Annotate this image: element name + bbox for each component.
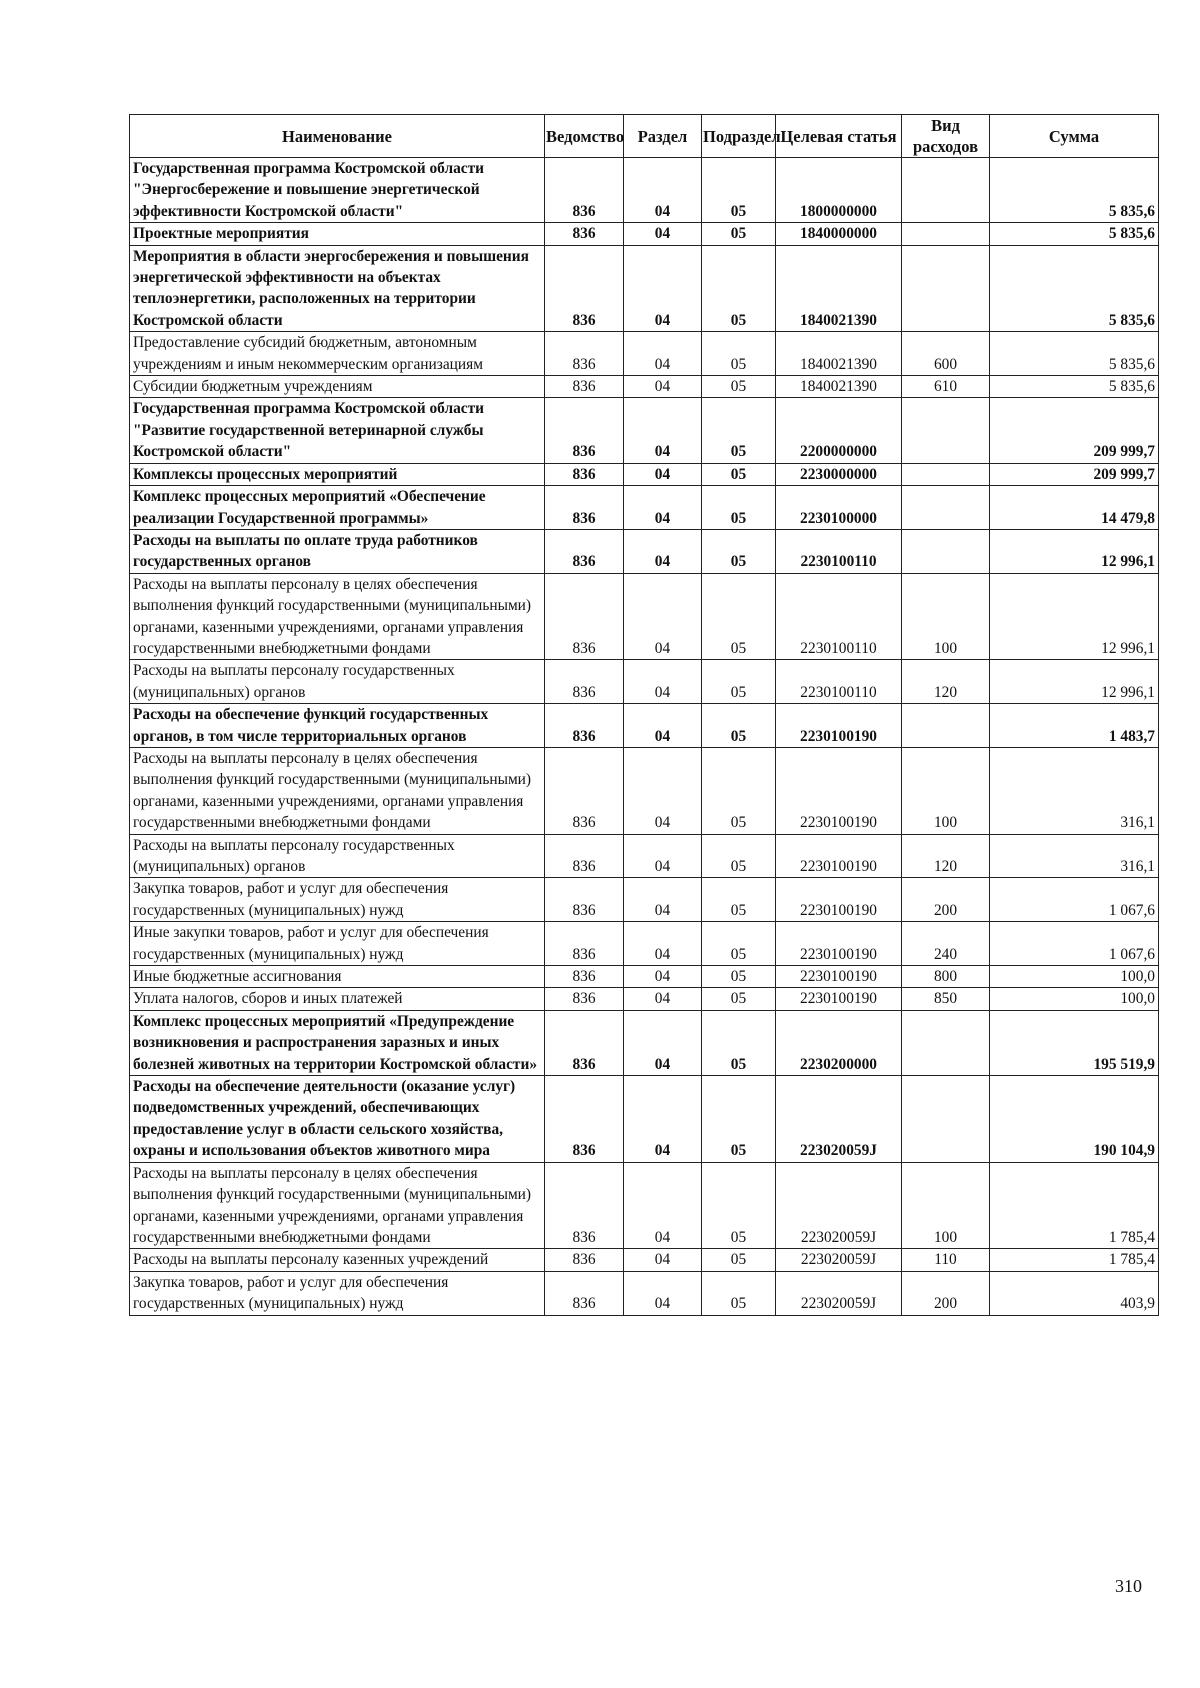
cell-expense-type: 120	[902, 660, 990, 704]
cell-section: 04	[624, 529, 702, 573]
cell-amount: 190 104,9	[990, 1076, 1159, 1163]
table-header-row	[130, 115, 1159, 158]
cell-subsection: 05	[702, 966, 776, 988]
cell-expense-type: 100	[902, 1162, 990, 1249]
cell-expense-type: 800	[902, 966, 990, 988]
cell-expense-type: 100	[902, 573, 990, 660]
cell-amount: 100,0	[990, 988, 1159, 1010]
cell-dept: 836	[545, 463, 624, 485]
table-body	[130, 158, 1159, 1316]
cell-dept: 836	[545, 376, 624, 398]
cell-amount: 5 835,6	[990, 223, 1159, 245]
cell-dept: 836	[545, 966, 624, 988]
cell-section: 04	[624, 245, 702, 332]
table-row	[130, 332, 1159, 376]
cell-target: 1800000000	[776, 158, 902, 223]
cell-expense-type: 200	[902, 1271, 990, 1315]
table-row	[130, 988, 1159, 1010]
cell-name: Расходы на выплаты персоналу государственных (муниципальных) органов	[130, 660, 545, 704]
cell-section: 04	[624, 332, 702, 376]
cell-expense-type	[902, 223, 990, 245]
cell-expense-type: 200	[902, 878, 990, 922]
cell-dept: 836	[545, 529, 624, 573]
cell-dept: 836	[545, 398, 624, 463]
table-row	[130, 1162, 1159, 1249]
cell-target: 2200000000	[776, 398, 902, 463]
cell-subsection: 05	[702, 463, 776, 485]
column-header-section: Раздел	[624, 115, 702, 158]
table-row	[130, 398, 1159, 463]
cell-amount: 1 067,6	[990, 878, 1159, 922]
cell-name: Мероприятия в области энергосбережения и повышения энергетической эффективности на объектах теплоэнергетики, расположенных на территории Костромской области	[130, 245, 545, 332]
cell-expense-type	[902, 245, 990, 332]
cell-section: 04	[624, 878, 702, 922]
cell-name: Государственная программа Костромской области "Энергосбережение и повышение энергетической эффективности Костромской области"	[130, 158, 545, 223]
cell-dept: 836	[545, 1162, 624, 1249]
cell-name: Расходы на обеспечение деятельности (оказание услуг) подведомственных учреждений, обеспечивающих предоставление услуг в области сельского хозяйства, охраны и использования объектов животного мира	[130, 1076, 545, 1163]
cell-amount: 1 483,7	[990, 704, 1159, 748]
table-row	[130, 1010, 1159, 1075]
cell-expense-type: 850	[902, 988, 990, 1010]
cell-dept: 836	[545, 1249, 624, 1271]
cell-name: Расходы на выплаты персоналу в целях обеспечения выполнения функций государственными (муниципальными) органами, казенными учреждениями, органами управления государственными внебюджетными фондами	[130, 747, 545, 834]
column-header-amount: Сумма	[990, 115, 1159, 158]
cell-subsection: 05	[702, 922, 776, 966]
table-row	[130, 922, 1159, 966]
cell-target: 2230100190	[776, 878, 902, 922]
cell-amount: 12 996,1	[990, 660, 1159, 704]
cell-section: 04	[624, 966, 702, 988]
cell-target: 2230100190	[776, 966, 902, 988]
cell-section: 04	[624, 1271, 702, 1315]
cell-name: Проектные мероприятия	[130, 223, 545, 245]
cell-section: 04	[624, 704, 702, 748]
cell-name: Субсидии бюджетным учреждениям	[130, 376, 545, 398]
cell-subsection: 05	[702, 834, 776, 878]
cell-dept: 836	[545, 922, 624, 966]
cell-amount: 1 785,4	[990, 1249, 1159, 1271]
cell-target: 2230100110	[776, 660, 902, 704]
cell-expense-type	[902, 1076, 990, 1163]
cell-subsection: 05	[702, 223, 776, 245]
cell-subsection: 05	[702, 1010, 776, 1075]
cell-dept: 836	[545, 988, 624, 1010]
cell-section: 04	[624, 158, 702, 223]
cell-subsection: 05	[702, 398, 776, 463]
cell-name: Комплекс процессных мероприятий «Обеспечение реализации Государственной программы»	[130, 486, 545, 530]
cell-amount: 5 835,6	[990, 245, 1159, 332]
cell-target: 223020059J	[776, 1249, 902, 1271]
table-row	[130, 1271, 1159, 1315]
cell-amount: 14 479,8	[990, 486, 1159, 530]
cell-expense-type	[902, 463, 990, 485]
cell-amount: 12 996,1	[990, 573, 1159, 660]
column-header-dept: Ведомство	[545, 115, 624, 158]
cell-name: Закупка товаров, работ и услуг для обеспечения государственных (муниципальных) нужд	[130, 1271, 545, 1315]
cell-section: 04	[624, 376, 702, 398]
cell-expense-type: 110	[902, 1249, 990, 1271]
cell-amount: 12 996,1	[990, 529, 1159, 573]
cell-name: Комплекс процессных мероприятий «Предупреждение возникновения и распространения заразных и иных болезней животных на территории Костромской области»	[130, 1010, 545, 1075]
cell-expense-type: 600	[902, 332, 990, 376]
table-row	[130, 158, 1159, 223]
cell-subsection: 05	[702, 988, 776, 1010]
cell-expense-type	[902, 398, 990, 463]
table-row	[130, 529, 1159, 573]
cell-section: 04	[624, 922, 702, 966]
cell-dept: 836	[545, 332, 624, 376]
cell-subsection: 05	[702, 158, 776, 223]
cell-name: Государственная программа Костромской области "Развитие государственной ветеринарной службы Костромской области"	[130, 398, 545, 463]
table-row	[130, 660, 1159, 704]
cell-target: 2230000000	[776, 463, 902, 485]
cell-name: Расходы на выплаты персоналу казенных учреждений	[130, 1249, 545, 1271]
cell-section: 04	[624, 463, 702, 485]
cell-section: 04	[624, 1010, 702, 1075]
cell-subsection: 05	[702, 878, 776, 922]
cell-dept: 836	[545, 834, 624, 878]
cell-dept: 836	[545, 245, 624, 332]
cell-section: 04	[624, 1249, 702, 1271]
table-row	[130, 878, 1159, 922]
table-row	[130, 1249, 1159, 1271]
table-row	[130, 834, 1159, 878]
table-row	[130, 966, 1159, 988]
cell-target: 2230200000	[776, 1010, 902, 1075]
cell-section: 04	[624, 834, 702, 878]
cell-name: Иные закупки товаров, работ и услуг для обеспечения государственных (муниципальных) нужд	[130, 922, 545, 966]
table-row	[130, 747, 1159, 834]
cell-expense-type	[902, 529, 990, 573]
cell-subsection: 05	[702, 332, 776, 376]
cell-dept: 836	[545, 1010, 624, 1075]
cell-section: 04	[624, 398, 702, 463]
cell-target: 2230100110	[776, 573, 902, 660]
cell-name: Предоставление субсидий бюджетным, автономным учреждениям и иным некоммерческим организациям	[130, 332, 545, 376]
cell-subsection: 05	[702, 747, 776, 834]
cell-target: 1840021390	[776, 332, 902, 376]
cell-expense-type	[902, 704, 990, 748]
cell-expense-type: 100	[902, 747, 990, 834]
cell-target: 2230100190	[776, 747, 902, 834]
cell-name: Расходы на обеспечение функций государственных органов, в том числе территориальных органов	[130, 704, 545, 748]
cell-section: 04	[624, 486, 702, 530]
table-row	[130, 1076, 1159, 1163]
cell-name: Расходы на выплаты по оплате труда работников государственных органов	[130, 529, 545, 573]
column-header-expense-type: Вид расходов	[902, 115, 990, 158]
cell-section: 04	[624, 223, 702, 245]
cell-dept: 836	[545, 878, 624, 922]
cell-subsection: 05	[702, 1076, 776, 1163]
table-row	[130, 463, 1159, 485]
cell-expense-type	[902, 1010, 990, 1075]
cell-name: Расходы на выплаты персоналу в целях обеспечения выполнения функций государственными (муниципальными) органами, казенными учреждениями, органами управления государственными внебюджетными фондами	[130, 573, 545, 660]
cell-name: Иные бюджетные ассигнования	[130, 966, 545, 988]
cell-target: 223020059J	[776, 1271, 902, 1315]
cell-subsection: 05	[702, 1249, 776, 1271]
cell-subsection: 05	[702, 245, 776, 332]
cell-section: 04	[624, 573, 702, 660]
cell-dept: 836	[545, 1271, 624, 1315]
cell-amount: 316,1	[990, 834, 1159, 878]
cell-name: Закупка товаров, работ и услуг для обеспечения государственных (муниципальных) нужд	[130, 878, 545, 922]
cell-amount: 100,0	[990, 966, 1159, 988]
cell-dept: 836	[545, 573, 624, 660]
cell-dept: 836	[545, 158, 624, 223]
cell-amount: 209 999,7	[990, 463, 1159, 485]
table-row	[130, 573, 1159, 660]
cell-target: 1840000000	[776, 223, 902, 245]
cell-section: 04	[624, 1162, 702, 1249]
cell-target: 1840021390	[776, 376, 902, 398]
cell-subsection: 05	[702, 486, 776, 530]
cell-subsection: 05	[702, 704, 776, 748]
cell-dept: 836	[545, 660, 624, 704]
cell-dept: 836	[545, 747, 624, 834]
table-row	[130, 486, 1159, 530]
cell-name: Расходы на выплаты персоналу государственных (муниципальных) органов	[130, 834, 545, 878]
cell-target: 2230100110	[776, 529, 902, 573]
cell-amount: 1 067,6	[990, 922, 1159, 966]
cell-amount: 316,1	[990, 747, 1159, 834]
table-row	[130, 704, 1159, 748]
cell-expense-type: 610	[902, 376, 990, 398]
cell-expense-type	[902, 486, 990, 530]
cell-expense-type: 240	[902, 922, 990, 966]
cell-dept: 836	[545, 486, 624, 530]
cell-target: 2230100190	[776, 988, 902, 1010]
cell-dept: 836	[545, 704, 624, 748]
cell-target: 223020059J	[776, 1076, 902, 1163]
cell-expense-type: 120	[902, 834, 990, 878]
cell-amount: 403,9	[990, 1271, 1159, 1315]
column-header-subsection: Подраздел	[702, 115, 776, 158]
cell-target: 1840021390	[776, 245, 902, 332]
cell-amount: 195 519,9	[990, 1010, 1159, 1075]
cell-section: 04	[624, 988, 702, 1010]
cell-amount: 5 835,6	[990, 332, 1159, 376]
cell-target: 2230100190	[776, 704, 902, 748]
cell-subsection: 05	[702, 573, 776, 660]
cell-target: 2230100000	[776, 486, 902, 530]
table-row	[130, 223, 1159, 245]
cell-dept: 836	[545, 1076, 624, 1163]
cell-subsection: 05	[702, 529, 776, 573]
budget-table	[129, 114, 1159, 1316]
table-row	[130, 376, 1159, 398]
cell-amount: 5 835,6	[990, 158, 1159, 223]
cell-amount: 1 785,4	[990, 1162, 1159, 1249]
column-header-target: Целевая статья	[776, 115, 902, 158]
cell-subsection: 05	[702, 1271, 776, 1315]
cell-name: Комплексы процессных мероприятий	[130, 463, 545, 485]
column-header-name: Наименование	[130, 115, 545, 158]
cell-subsection: 05	[702, 660, 776, 704]
cell-expense-type	[902, 158, 990, 223]
cell-name: Расходы на выплаты персоналу в целях обеспечения выполнения функций государственными (муниципальными) органами, казенными учреждениями, органами управления государственными внебюджетными фондами	[130, 1162, 545, 1249]
cell-amount: 5 835,6	[990, 376, 1159, 398]
cell-subsection: 05	[702, 376, 776, 398]
cell-target: 223020059J	[776, 1162, 902, 1249]
cell-section: 04	[624, 660, 702, 704]
cell-amount: 209 999,7	[990, 398, 1159, 463]
cell-dept: 836	[545, 223, 624, 245]
cell-target: 2230100190	[776, 834, 902, 878]
cell-target: 2230100190	[776, 922, 902, 966]
cell-subsection: 05	[702, 1162, 776, 1249]
cell-section: 04	[624, 1076, 702, 1163]
page-number: 310	[1115, 1576, 1142, 1596]
cell-section: 04	[624, 747, 702, 834]
cell-name: Уплата налогов, сборов и иных платежей	[130, 988, 545, 1010]
table-row	[130, 245, 1159, 332]
